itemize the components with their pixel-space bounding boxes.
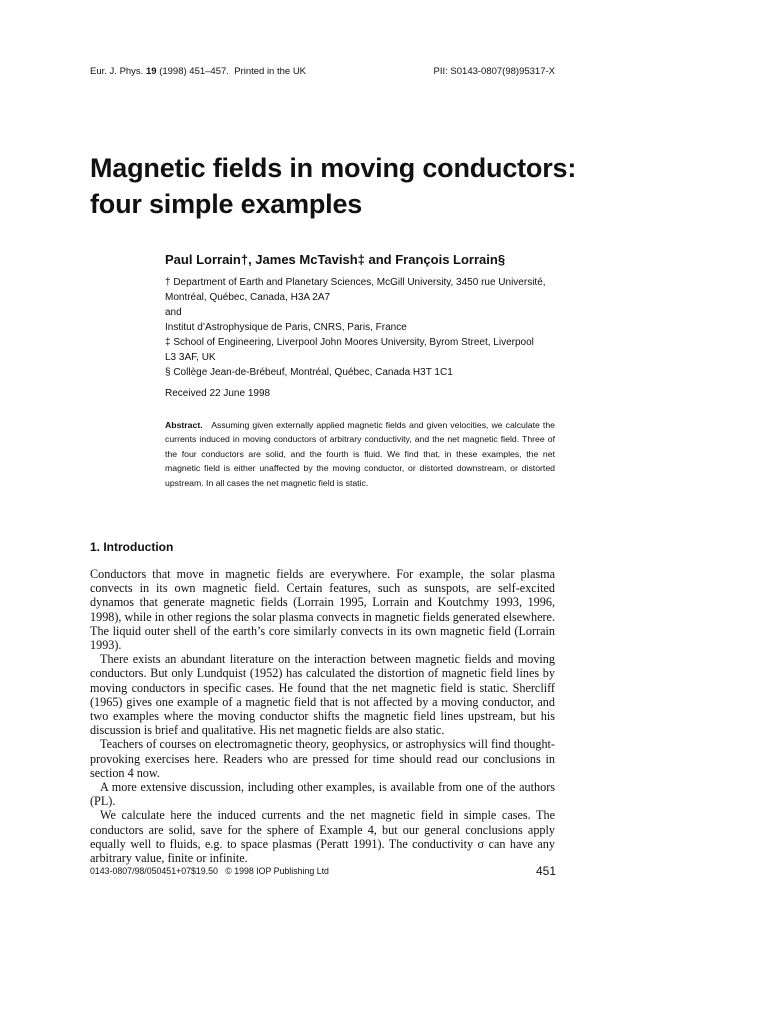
journal-volume: 19 xyxy=(145,66,157,77)
printed-note: Printed in the UK xyxy=(234,66,307,77)
journal-citation xyxy=(90,66,306,77)
abstract-text: Assuming given externally applied magnetic fields and given velocities, we calculate the currents induced in moving conductors of arbitrary conductivity, and the net magnetic field. Three of the four conductors are solid, and the fourth is fluid. We find that, in these examples, the net magnetic field is either unaffected by the moving conductor, or distorted downstream, or distorted upstream. In all cases the net magnetic field is static. xyxy=(165,420,555,488)
journal-pages: (1998) 451–457. xyxy=(159,66,229,77)
paragraph: Conductors that move in magnetic fields are everywhere. For example, the solar plasma convects in its own magnetic field. Certain features, such as sunspots, are self-excited dynamos that generate magnetic fields (Lorrain 1995, Lorrain and Koutchmy 1993, 1996, 1998), while in other regions the solar plasma convects in magnetic fields generated elsewhere. The liquid outer shell of the earth’s core similarly convects in its own magnetic field (Lorrain 1993). xyxy=(90,567,555,653)
affiliations xyxy=(165,275,565,380)
affiliation-line: and xyxy=(165,307,182,318)
paragraph: Teachers of courses on electromagnetic theory, geophysics, or astrophysics will find thought-provoking exercises here. Readers who are pressed for time should read our conclusions in section 4 now. xyxy=(90,737,555,780)
page-number: 451 xyxy=(536,864,557,878)
footer-info xyxy=(90,866,329,876)
affiliation-line: § Collège Jean-de-Brébeuf, Montréal, Québec, Canada H3T 1C1 xyxy=(165,367,453,378)
footer-code: 0143-0807/98/050451+07$19.50 xyxy=(90,866,218,876)
paragraph: A more extensive discussion, including other examples, is available from one of the authors (PL). xyxy=(90,780,555,809)
abstract-label: Abstract. xyxy=(165,420,203,430)
affiliation-line: L3 3AF, UK xyxy=(165,352,216,363)
journal-prefix: Eur. J. Phys. xyxy=(90,66,144,77)
paper-title xyxy=(90,150,610,222)
affiliation-line: Institut d’Astrophysique de Paris, CNRS, Paris, France xyxy=(165,322,407,333)
pii-code: PII: S0143-0807(98)95317-X xyxy=(433,66,555,77)
affiliation-line: † Department of Earth and Planetary Sciences, McGill University, 3450 rue Université, xyxy=(165,277,546,288)
title-line-2: four simple examples xyxy=(90,189,363,219)
section-heading: 1. Introduction xyxy=(90,540,174,554)
title-line-1: Magnetic fields in moving conductors: xyxy=(90,153,577,183)
received-date: Received 22 June 1998 xyxy=(165,388,271,399)
affiliation-line: Montréal, Québec, Canada, H3A 2A7 xyxy=(165,292,331,303)
paragraph: There exists an abundant literature on the interaction between magnetic fields and moving conductors. But only Lundquist (1952) has calculated the distortion of magnetic field lines by moving conductors in specific cases. He found that the net magnetic field is static. Shercliff (1965) gives one example of a magnetic field that is not affected by a moving conductor, and two examples where the moving conductor shifts the magnetic field lines upstream, but his discussion is brief and qualitative. His net magnetic fields are also static. xyxy=(90,652,555,738)
abstract xyxy=(165,418,555,490)
body-text xyxy=(90,567,555,865)
affiliation-line: ‡ School of Engineering, Liverpool John Moores University, Byrom Street, Liverpool xyxy=(165,337,534,348)
author-list: Paul Lorrain†, James McTavish‡ and François Lorrain§ xyxy=(165,252,506,267)
footer-copyright: © 1998 IOP Publishing Ltd xyxy=(225,866,329,876)
paragraph: We calculate here the induced currents and the net magnetic field in simple cases. The conductors are solid, save for the sphere of Example 4, but our general conclusions apply equally well to fluids, e.g. to space plasmas (Peratt 1991). The conductivity σ can have any arbitrary value, finite or infinite. xyxy=(90,808,555,866)
